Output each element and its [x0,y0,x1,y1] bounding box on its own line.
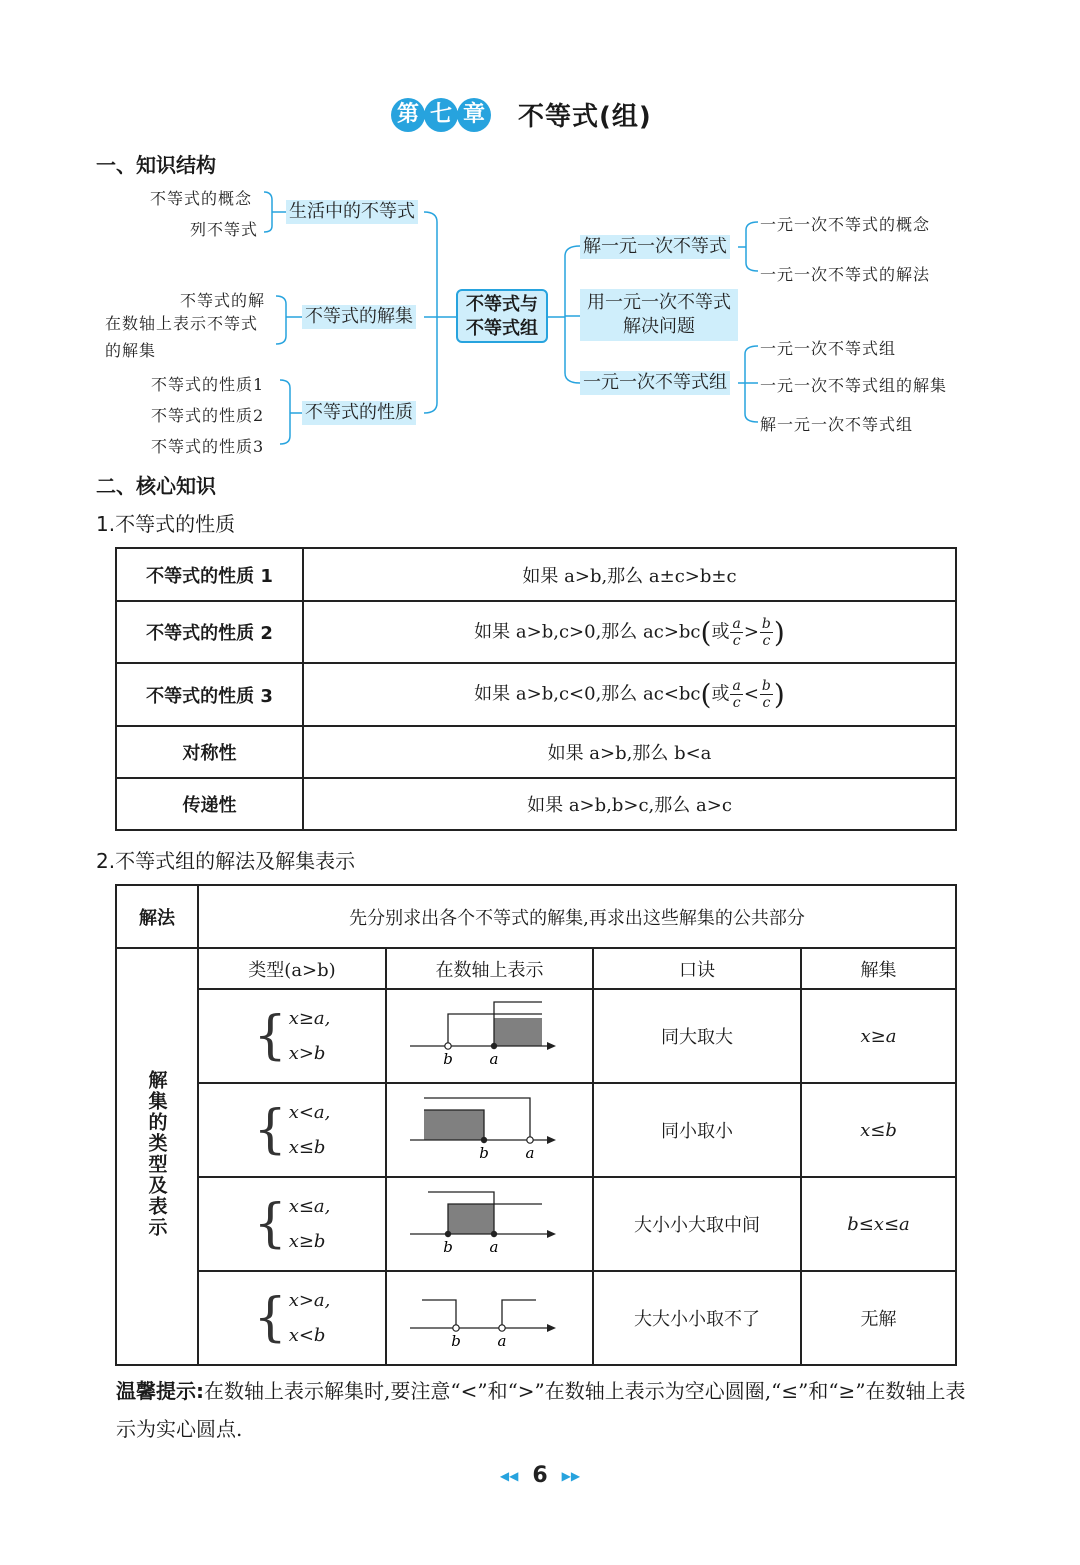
prop-rule: 如果 a>b,那么 a±c>b±c [303,548,956,601]
header-type: 类型(a>b) [198,948,386,989]
mm-box-apply [580,289,738,341]
mm-item-r-system: 一元一次不等式组 [760,339,897,358]
side-label-cell [116,948,198,1365]
table-row [116,663,956,726]
prop-name: 不等式的性质 3 [116,663,303,726]
solution-cell: 无解 [801,1271,956,1365]
mm-box-apply-line2: 解决问题 [623,316,695,337]
method-label: 解法 [116,885,198,948]
numberline-cell [386,1271,593,1365]
prop-rule-op: < [743,683,759,705]
mm-item-prop3: 不等式的性质3 [151,437,265,456]
chapter-char-1: 第 [391,98,425,132]
table-row [116,885,956,948]
open-dot [452,1324,458,1330]
open-dot [444,1042,450,1048]
mm-center-line2: 不等式组 [466,318,538,339]
header-axis: 在数轴上表示 [386,948,593,989]
section-1-heading: 一、知识结构 [96,153,216,177]
table-row [116,1271,956,1365]
prop-name: 不等式的性质 2 [116,601,303,663]
page-number: 6 [532,1463,548,1488]
prop-rule-alt: 或 [711,683,730,705]
prop-rule: 如果 a>b,那么 b<a [303,726,956,778]
axis-label-a: a [489,1237,498,1256]
mm-item-list: 列不等式 [190,220,259,239]
numberline-cell [386,1177,593,1271]
fraction: $\frac{a}{c}$ [732,678,741,711]
system-cell: { x≥a, x>b [198,989,386,1083]
header-rhyme: 口诀 [593,948,801,989]
mm-center-node [456,289,548,343]
rhyme-cell: 同小取小 [593,1083,801,1177]
prop-rule: 如果 a>b,c>0,那么 ac>bc(或 $\frac{a}{c}$ > $\frac{b}{c}$ ) [303,601,956,663]
solid-dot [444,1230,450,1236]
mindmap-connectors [0,0,1080,470]
numberline-diagram [410,1186,570,1258]
solution-cell: b≤x≤a [801,1177,956,1271]
numberline-diagram [410,998,570,1070]
axis-label-b: b [450,1331,461,1350]
mm-item-solution: 不等式的解 [180,291,266,310]
axis-label-b: b [442,1237,453,1256]
prop-rule-main: 如果 a>b,c>0,那么 ac>bc [474,621,701,642]
prop-rule: 如果 a>b,c<0,那么 ac<bc(或 $\frac{a}{c}$ < $\frac{b}{c}$ ) [303,663,956,726]
rhyme-cell: 大大小小取不了 [593,1271,801,1365]
mm-item-r-syssolve: 解一元一次不等式组 [760,415,914,434]
section-2-heading: 二、核心知识 [96,474,216,498]
prop-rule-alt: 或 [711,621,730,642]
chapter-char-2: 七 [424,98,458,132]
system-cell: { x>a, x<b [198,1271,386,1365]
system-cell: { x<a, x≤b [198,1083,386,1177]
chapter-char-3: 章 [457,98,491,132]
mm-box-solset: 不等式的解集 [302,305,416,329]
page-footer [0,1463,1080,1488]
numberline-diagram [410,1280,570,1352]
axis-label-b: b [442,1049,453,1068]
table-row [116,989,956,1083]
mm-box-apply-line1: 用一元一次不等式 [587,292,731,313]
solid-dot [490,1230,496,1236]
chapter-title: 不等式(组) [518,102,652,132]
prop-rule-op: > [743,621,759,642]
solid-dot [490,1042,496,1048]
rhyme-cell: 大小小大取中间 [593,1177,801,1271]
mm-box-props: 不等式的性质 [302,401,416,425]
mm-item-prop1: 不等式的性质1 [151,375,265,394]
mm-item-solset: 的解集 [105,341,157,360]
side-label: 解集的类型及表示 [145,1070,168,1238]
open-dot [526,1136,532,1142]
table-row [116,1083,956,1177]
axis-label-b: b [478,1143,489,1162]
prop-name: 不等式的性质 1 [116,548,303,601]
next-arrows-icon: ▶▶ [561,1469,581,1483]
overlap-shade [494,1018,542,1046]
mm-item-r-sysset: 一元一次不等式组的解集 [760,376,948,395]
table-row [116,726,956,778]
properties-table [115,547,957,831]
mm-item-r-method: 一元一次不等式的解法 [760,265,931,284]
open-dot [498,1324,504,1330]
system-cell: { x≤a, x≥b [198,1177,386,1271]
mm-center-line1: 不等式与 [466,294,538,315]
mm-box-solve: 解一元一次不等式 [580,235,730,259]
overlap-shade [424,1110,484,1140]
numberline-cell [386,1083,593,1177]
table-row [116,948,956,989]
prop-rule-main: 如果 a>b,c<0,那么 ac<bc [474,683,701,705]
method-text: 先分别求出各个不等式的解集,再求出这些解集的公共部分 [198,885,956,948]
solution-cell: x≥a [801,989,956,1083]
prop-name: 对称性 [116,726,303,778]
tip-paragraph [116,1372,966,1448]
table-row [116,548,956,601]
fraction: $\frac{b}{c}$ [761,678,771,711]
tip-text: 在数轴上表示解集时,要注意“<”和“>”在数轴上表示为空心圆圈,“≤”和“≥”在数轴上表示为实心圆点. [116,1379,966,1441]
numberline-diagram [410,1092,570,1164]
mm-box-system: 一元一次不等式组 [580,371,730,395]
axis-label-a: a [489,1049,498,1068]
prev-arrows-icon: ◀◀ [499,1469,519,1483]
mm-item-concept: 不等式的概念 [150,189,253,208]
solving-table [115,884,957,1366]
tip-label: 温馨提示: [116,1379,204,1403]
subheading-solving: 2.不等式组的解法及解集表示 [96,849,356,873]
numberline-cell [386,989,593,1083]
table-row [116,1177,956,1271]
prop-name: 传递性 [116,778,303,830]
mm-box-life: 生活中的不等式 [286,200,418,224]
mm-item-prop2: 不等式的性质2 [151,406,265,425]
mm-item-numberline: 在数轴上表示不等式 [105,314,259,333]
prop-rule: 如果 a>b,b>c,那么 a>c [303,778,956,830]
subheading-properties: 1.不等式的性质 [96,512,236,536]
solid-dot [480,1136,486,1142]
rhyme-cell: 同大取大 [593,989,801,1083]
header-solution: 解集 [801,948,956,989]
axis-label-a: a [525,1143,534,1162]
solution-cell: x≤b [801,1083,956,1177]
table-row [116,778,956,830]
fraction: $\frac{a}{c}$ [732,615,741,649]
fraction: $\frac{b}{c}$ [761,615,771,649]
mm-item-r-concept: 一元一次不等式的概念 [760,215,931,234]
overlap-shade [448,1204,494,1234]
axis-label-a: a [497,1331,506,1350]
table-row [116,601,956,663]
